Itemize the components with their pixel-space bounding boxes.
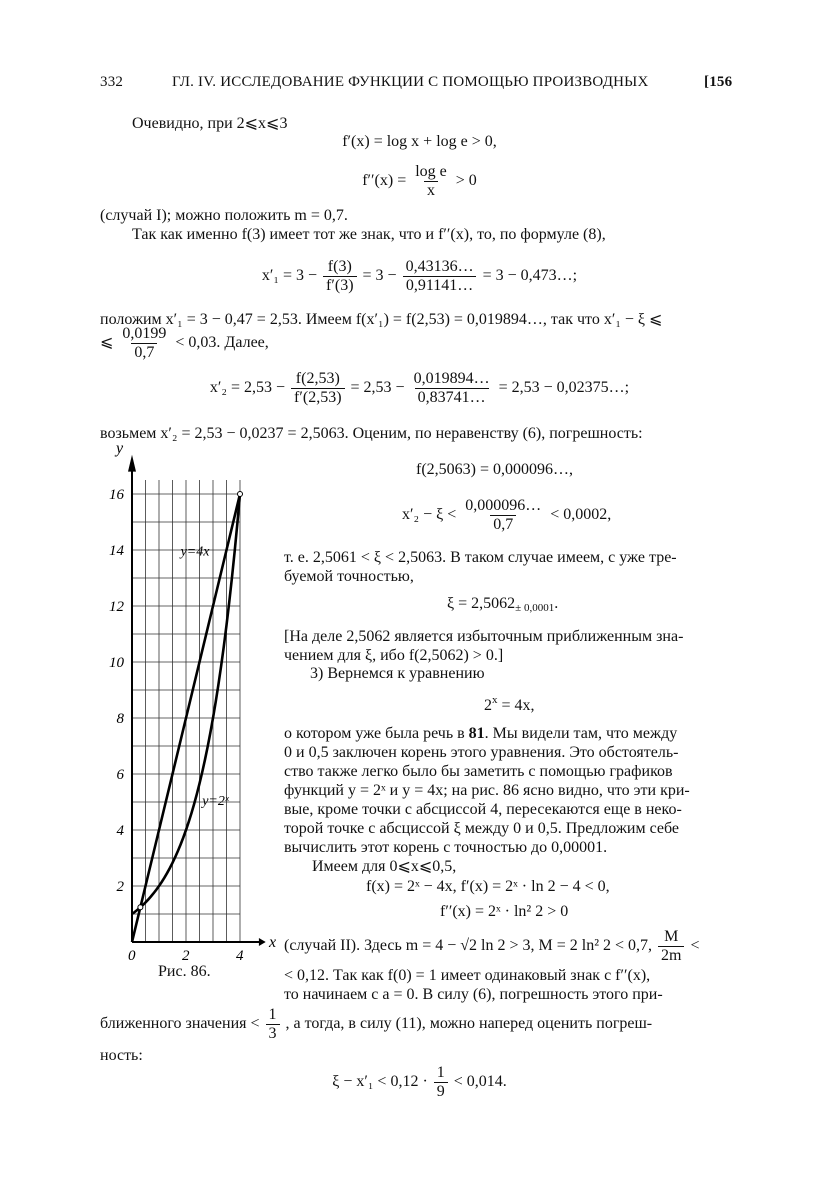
fraction-numerator: M — [664, 928, 679, 945]
eq-x2-part-b: = 2,53 − — [350, 379, 405, 397]
right-line-12: вычислить этот корень с точностью до 0,00001. — [284, 839, 608, 856]
equation-f25063: f(2,5063) = 0,000096…, — [416, 461, 574, 478]
eq-2x-exp: x — [492, 694, 498, 706]
p4-b: , а тогда, в силу (11), можно наперед оценить погреш- — [285, 1015, 653, 1033]
right-line-13: Имеем для 0⩽x⩽0,5, — [312, 858, 457, 875]
fraction-numerator: log e — [415, 163, 447, 180]
chapter-title: ГЛ. IV. ИССЛЕДОВАНИЕ ФУНКЦИИ С ПОМОЩЬЮ ПРОИЗВОДНЫХ — [172, 74, 649, 90]
eq-err-lhs: x′₂ − ξ < — [402, 506, 457, 524]
eq-x1-part-a: x′₁ = 3 − — [261, 267, 318, 285]
fraction-denominator: 0,7 — [131, 343, 157, 362]
intersection-point — [238, 492, 243, 497]
y-tick-label: 10 — [109, 655, 124, 671]
paragraph-2: положим x′₁ = 3 − 0,47 = 2,53. Имеем f(x′₁) = f(2,53) = 0,019894…, так что x′₁ − ξ ⩽ — [100, 311, 663, 328]
r6-b: . Мы видели там, что между — [484, 725, 678, 742]
equation-2x — [484, 690, 535, 716]
r6-a: о котором уже была речь в — [284, 725, 469, 742]
fraction — [323, 258, 356, 295]
figure-86-graph — [100, 440, 280, 964]
fraction-numerator: 0,43136… — [405, 258, 474, 275]
eq-final-a: ξ − x′₁ < 0,12 · — [332, 1073, 428, 1091]
page-number: 332 — [100, 74, 124, 90]
fraction-denominator: 0,83741… — [415, 388, 489, 407]
equation-final — [0, 1064, 839, 1101]
fraction-numerator: 0,019894… — [413, 370, 490, 387]
fraction-denominator: x — [424, 181, 438, 200]
equation-f2-def: f′′(x) = 2ˣ · ln² 2 > 0 — [440, 903, 569, 920]
curve-label-2x: y=2ˣ — [202, 793, 229, 809]
figure-caption: Рис. 86. — [158, 963, 211, 980]
case-one-text: (случай I); можно положить m = 0,7. — [100, 207, 348, 224]
equation-x1 — [0, 258, 839, 295]
fraction-numerator: f(3) — [327, 258, 352, 275]
paragraph-4 — [100, 1006, 652, 1043]
equation-xi — [447, 594, 558, 618]
fraction — [411, 370, 493, 407]
x-axis-arrow — [259, 938, 266, 946]
fraction — [412, 163, 450, 200]
eq-x2-part-c: = 2,53 − 0,02375…; — [498, 379, 630, 397]
fraction-denominator: f′(3) — [323, 276, 356, 295]
y-tick-label: 14 — [109, 543, 124, 559]
equation-error — [402, 497, 611, 534]
paragraph-2b — [100, 325, 269, 362]
fraction-denominator: f′(2,53) — [291, 388, 344, 407]
right-line-14 — [284, 928, 700, 965]
y-tick-label: 4 — [116, 823, 124, 839]
eq-xi: ξ = 2,5062 — [447, 595, 516, 612]
right-line-7: 0 и 0,5 заключен корень этого уравнения. Это обстоятель- — [284, 744, 679, 761]
fraction-numerator: 1 — [436, 1064, 445, 1081]
fraction-denominator: 2m — [658, 946, 684, 965]
fraction — [291, 370, 344, 407]
fraction — [434, 1064, 448, 1101]
eq-x2-part-a: x′₂ = 2,53 − — [209, 379, 286, 397]
right-line-15: < 0,12. Так как f(0) = 1 имеет одинаковый знак с f′′(x), — [284, 967, 651, 984]
eq-fsecond-lhs: f′′(x) = — [362, 172, 407, 190]
equation-fsecond — [0, 163, 839, 200]
paragraph-3: возьмем x′₂ = 2,53 − 0,0237 = 2,5063. Оценим, по неравенству (6), погрешность: — [100, 425, 643, 442]
equation-fprime: f′(x) = log x + log e > 0, — [342, 133, 497, 150]
y-axis-label: y — [116, 440, 124, 458]
eq-final-b: < 0,014. — [453, 1073, 507, 1091]
fraction-denominator: 0,91141… — [403, 276, 476, 295]
y-tick-label: 6 — [116, 767, 124, 783]
eq-xi-sub: ± 0,0001 — [515, 602, 555, 614]
y-tick-label: 16 — [109, 487, 124, 503]
fraction — [403, 258, 477, 295]
y-tick-label: 8 — [116, 711, 124, 727]
fraction-denominator: 3 — [266, 1024, 280, 1043]
right-line-2: буемой точностью, — [284, 568, 414, 585]
r14-b: < — [690, 937, 700, 955]
right-line-11: торой точке с абсциссой ξ между 0 и 0,5. Предложим себе — [284, 820, 680, 837]
fraction — [462, 497, 544, 534]
fraction-denominator: 0,7 — [490, 515, 516, 534]
y-axis-arrow — [128, 455, 136, 472]
x-tick-label: 4 — [236, 948, 244, 964]
fraction — [658, 928, 684, 965]
paragraph-5: ность: — [100, 1047, 143, 1064]
right-line-5: 3) Вернемся к уравнению — [310, 665, 485, 682]
right-line-8: ство также легко было бы заметить с помощью графиков — [284, 763, 673, 780]
x-tick-label: 0 — [128, 948, 136, 964]
p4-a: ближенного значения < — [100, 1015, 260, 1033]
eq-fsecond-rhs: > 0 — [455, 172, 477, 190]
r6-ref: 81 — [468, 725, 485, 742]
right-line-1: т. е. 2,5061 < ξ < 2,5063. В таком случае имеем, с уже тре- — [284, 549, 677, 566]
x-tick-label: 2 — [182, 948, 190, 964]
y-tick-label: 12 — [109, 599, 124, 615]
fraction — [266, 1006, 280, 1043]
eq-x1-part-c: = 3 − 0,473…; — [482, 267, 578, 285]
section-number: [156 — [704, 74, 733, 90]
equation-x2 — [0, 370, 839, 407]
right-line-9: функций y = 2ˣ и y = 4x; на рис. 86 ясно видно, что эти кри- — [284, 782, 690, 799]
p2b-rhs: < 0,03. Далее, — [175, 334, 269, 352]
intro-text: Очевидно, при 2⩽x⩽3 — [132, 115, 288, 132]
curve-label-4x: y=4x — [180, 544, 210, 560]
eq-x1-part-b: = 3 − — [362, 267, 397, 285]
right-line-10: вые, кроме точки с абсциссой 4, пересекаются еще в неко- — [284, 801, 682, 818]
eq-2x-rest: = 4x, — [497, 697, 535, 714]
eq-err-rhs: < 0,0002, — [550, 506, 612, 524]
fraction-numerator: 0,0199 — [122, 325, 167, 342]
fraction-denominator: 9 — [434, 1082, 448, 1101]
equation-f-def: f(x) = 2ˣ − 4x, f′(x) = 2ˣ · ln 2 − 4 < 0, — [366, 878, 610, 895]
fraction-numerator: f(2,53) — [295, 370, 340, 387]
right-line-4: чением для ξ, ибо f(2,5062) > 0.] — [284, 647, 504, 664]
intersection-point — [138, 905, 143, 910]
paragraph-1: Так как именно f(3) имеет тот же знак, что и f′′(x), то, по формуле (8), — [132, 226, 606, 243]
p2b-lhs: ⩽ — [100, 334, 114, 352]
right-line-3: [На деле 2,5062 является избыточным приближенным зна- — [284, 628, 684, 645]
fraction-numerator: 1 — [268, 1006, 277, 1023]
right-line-16: то начинаем с a = 0. В силу (6), погрешность этого при- — [284, 986, 663, 1003]
fraction — [119, 325, 169, 362]
fraction-numerator: 0,000096… — [465, 497, 542, 514]
eq-xi-end: . — [554, 595, 559, 612]
eq-2x-base: 2 — [484, 697, 492, 714]
r14-a: (случай II). Здесь m = 4 − √2 ln 2 > 3, M = 2 ln² 2 < 0,7, — [284, 937, 653, 955]
right-line-6 — [284, 724, 677, 744]
y-tick-label: 2 — [116, 879, 124, 895]
x-axis-label: x — [269, 934, 277, 951]
